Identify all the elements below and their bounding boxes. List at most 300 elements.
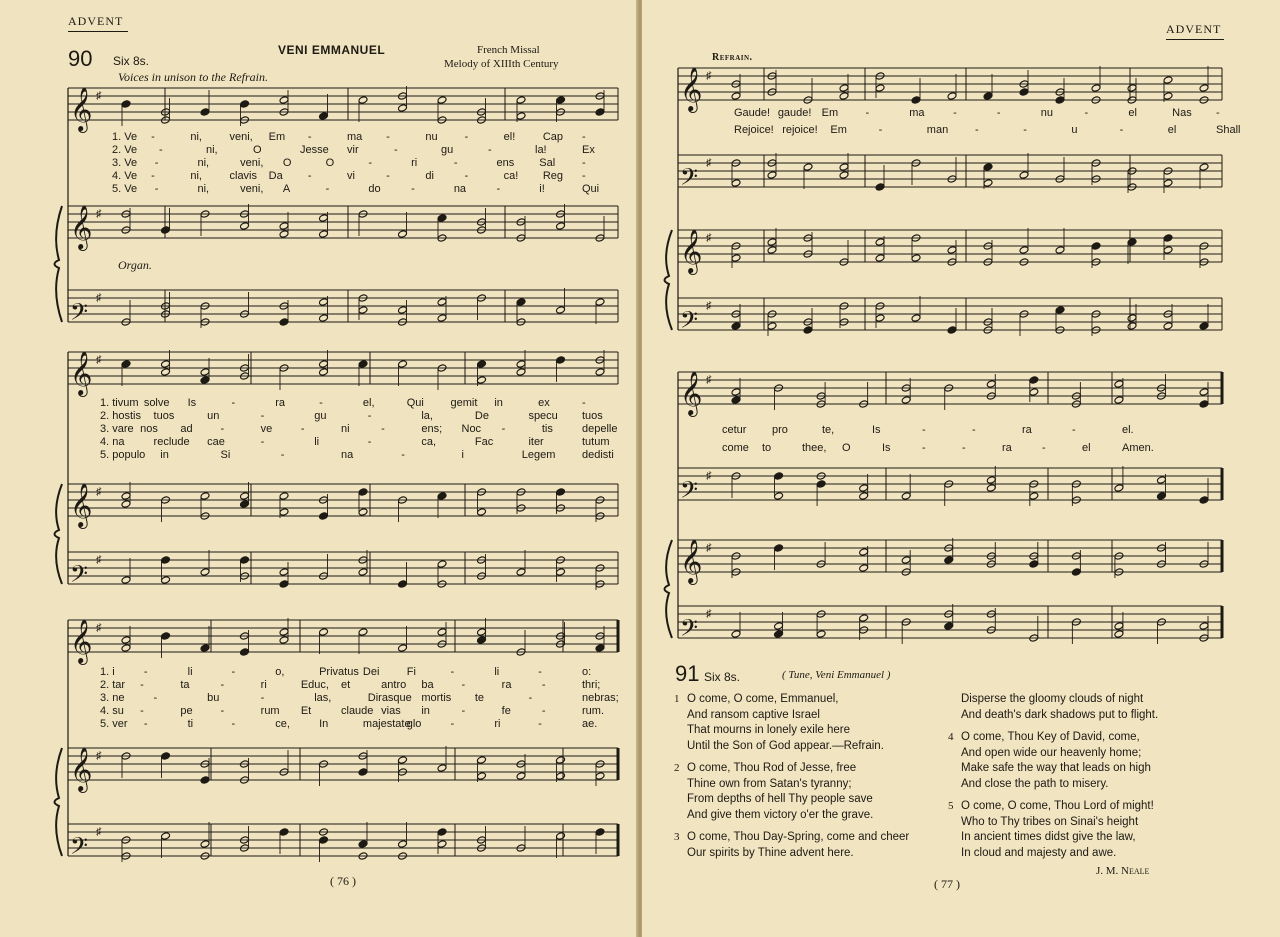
lyric-syllable: ni, [197, 183, 210, 195]
lyric-syllable: - [996, 107, 1001, 119]
note-head [516, 772, 526, 780]
lyric-syllable: - [220, 705, 225, 717]
staff [68, 352, 618, 384]
note-head [279, 230, 289, 238]
lyric-syllable: - [461, 705, 466, 717]
note-head [1019, 88, 1029, 96]
stanza [674, 761, 974, 823]
lyric-syllable: - [143, 666, 148, 678]
note-head [1199, 388, 1209, 396]
note-head [944, 622, 954, 630]
lyric-line [112, 157, 612, 170]
lyric-syllable: vi [347, 170, 355, 182]
lyric-syllable: - [151, 131, 155, 143]
lyric-syllable: - [450, 666, 455, 678]
lyric-syllable: ri [411, 157, 418, 169]
lyric-syllable: - [367, 436, 372, 448]
lyric-syllable: 4. Ve [112, 170, 138, 182]
stanza [948, 692, 1248, 723]
note-head [947, 92, 957, 100]
note-head [516, 112, 526, 120]
note-head [358, 628, 368, 636]
clef-icon: 𝄞 [680, 539, 703, 583]
staff [68, 484, 618, 516]
lyric-syllable: Is [187, 397, 197, 409]
note-head [319, 214, 329, 222]
note-head [477, 628, 487, 636]
lyric-syllable: vias [381, 705, 401, 717]
lyric-syllable: - [1119, 124, 1124, 136]
lyric-syllable: li [494, 666, 500, 678]
lyric-syllable: - [381, 423, 385, 435]
lyric-syllable: o, [275, 666, 285, 678]
note-head [477, 360, 487, 368]
note-head [595, 368, 605, 376]
lyric-syllable: ti [187, 718, 194, 730]
lyric-syllable: - [541, 679, 546, 691]
note-head [240, 222, 250, 230]
lyric-syllable: Em [821, 107, 839, 119]
note-head [1199, 400, 1209, 408]
note-head [358, 360, 368, 368]
lyric-line [112, 183, 612, 196]
lyric-syllable: Rejoice! [734, 124, 774, 136]
lyric-syllable: - [1084, 107, 1089, 119]
stanza-line: That mourns in lonely exile here [687, 724, 850, 736]
staff [68, 290, 618, 322]
note-head [1091, 242, 1101, 250]
lyric-syllable: veni, [240, 183, 264, 195]
lyric-syllable: - [488, 144, 492, 156]
lyric-syllable: - [582, 131, 586, 143]
note-head [319, 298, 329, 306]
note-head [1071, 568, 1081, 576]
note-head [767, 238, 777, 246]
lyric-syllable: Fac [474, 436, 494, 448]
note-head [556, 832, 566, 840]
note-head [279, 492, 289, 500]
note-head [875, 183, 885, 191]
key-signature-icon: ♯ [706, 300, 712, 313]
lyric-syllable: O [842, 442, 851, 454]
lyric-syllable: - [450, 718, 455, 730]
note-head [319, 368, 329, 376]
note-head [731, 254, 741, 262]
note-head [161, 576, 171, 584]
lyric-syllable: specu [528, 410, 558, 422]
note-head [437, 560, 447, 568]
lyric-syllable: Ex [582, 144, 595, 156]
lyric-syllable: un [207, 410, 220, 422]
note-head [556, 772, 566, 780]
lyric-syllable: Cap [542, 131, 564, 143]
lyric-syllable: - [922, 442, 926, 454]
clef-icon: 𝄢 [680, 614, 699, 647]
lyric-line [722, 424, 1152, 442]
note-head [319, 628, 329, 636]
note-head [358, 96, 368, 104]
lyric-syllable: pe [180, 705, 193, 717]
note-head [774, 492, 784, 500]
note-head [398, 230, 408, 238]
clef-icon: 𝄞 [70, 747, 93, 791]
note-head [200, 368, 210, 376]
lyric-syllable: Shall [1216, 124, 1241, 136]
running-head-right: ADVENT [1166, 22, 1222, 36]
lyric-line [722, 442, 1152, 460]
note-head [1127, 84, 1137, 92]
lyric-syllable: nebras; [582, 692, 619, 704]
lyric-syllable: nu [425, 131, 438, 143]
note-head [240, 556, 250, 564]
staff [68, 206, 618, 238]
note-head [121, 360, 131, 368]
lyric-syllable: claude [341, 705, 374, 717]
note-head [516, 368, 526, 376]
hymn-number-91: 91 [675, 661, 700, 686]
note-head [556, 756, 566, 764]
refrain-label: Refrain. [712, 52, 753, 63]
lyric-syllable: - [140, 705, 144, 717]
note-head [477, 508, 487, 516]
stanza-line: Our spirits by Thine advent here. [687, 846, 854, 859]
lyric-syllable: - [1023, 124, 1027, 136]
lyric-syllable: ca, [421, 436, 437, 448]
lyric-syllable: - [496, 183, 501, 195]
lyrics-system-2 [100, 397, 618, 462]
note-head [477, 376, 487, 384]
note-head [358, 306, 368, 314]
lyric-syllable: Dei [362, 666, 380, 678]
note-head [240, 648, 250, 656]
lyric-syllable: el [1128, 107, 1137, 119]
lyric-syllable: ra [1002, 442, 1012, 454]
lyric-syllable: ba [421, 679, 434, 691]
stanza-line: And death's dark shadows put to flight. [961, 708, 1159, 721]
note-head [911, 254, 921, 262]
lyric-syllable: vir [347, 144, 359, 156]
note-head [437, 314, 447, 322]
lyric-line [100, 679, 612, 692]
lyric-syllable: - [953, 107, 957, 119]
lyric-syllable: 1. i [100, 666, 115, 678]
note-head [319, 112, 329, 120]
note-head [1029, 376, 1039, 384]
note-head [516, 568, 526, 576]
note-head [839, 163, 849, 171]
note-head [358, 508, 368, 516]
lyric-syllable: te [474, 692, 485, 704]
note-head [279, 628, 289, 636]
note-head [240, 492, 250, 500]
lyric-syllable: - [401, 449, 405, 461]
lyric-syllable: in [421, 705, 430, 717]
note-head [358, 488, 368, 496]
lyric-line [112, 170, 612, 183]
note-head [731, 396, 741, 404]
lyric-syllable: ex [538, 397, 550, 409]
lyric-syllable: thri; [582, 679, 601, 691]
lyric-syllable: ra [1022, 424, 1032, 436]
hymn91-stanzas-right [948, 692, 1248, 868]
note-head [1163, 246, 1173, 254]
note-head [1163, 92, 1173, 100]
note-head [358, 568, 368, 576]
lyric-syllable: las, [314, 692, 332, 704]
note-head [200, 108, 210, 116]
lyric-syllable: Em [830, 124, 847, 136]
lyric-syllable: el. [1122, 424, 1134, 436]
ending-lyrics [722, 424, 1152, 460]
lyric-syllable: ce, [275, 718, 290, 730]
folio-76: ( 76 ) [330, 874, 356, 888]
clef-icon: 𝄢 [70, 298, 89, 331]
note-head [731, 92, 741, 100]
lyric-syllable: - [501, 423, 506, 435]
stanza-line: Make safe the way that leads on high [961, 762, 1151, 774]
lyric-syllable: ma [347, 131, 363, 143]
lyric-line [100, 692, 619, 705]
note-head [595, 298, 605, 306]
lyric-syllable: gaude! [777, 107, 812, 119]
note-head [161, 368, 171, 376]
lyric-syllable: Qui [582, 183, 600, 195]
lyric-syllable: - [411, 183, 415, 195]
staff [68, 824, 618, 856]
lyric-syllable: - [386, 170, 390, 182]
note-head [319, 230, 329, 238]
lyric-syllable: O [253, 144, 262, 156]
stanza-number: 5 [948, 800, 954, 812]
lyric-syllable: come [722, 442, 749, 454]
note-head [1029, 388, 1039, 396]
lyric-syllable: in [494, 397, 503, 409]
clef-icon: 𝄢 [680, 476, 699, 509]
lyric-syllable: fe [501, 705, 511, 717]
note-head [803, 326, 813, 334]
hymn-number-90: 90 [68, 46, 93, 71]
lyric-syllable: Nas [1172, 107, 1192, 119]
note-head [774, 630, 784, 638]
lyric-syllable: Is [882, 442, 891, 454]
lyric-syllable: - [159, 144, 163, 156]
lyric-syllable: solve [143, 397, 170, 409]
lyric-syllable: iter [528, 436, 544, 448]
lyric-syllable: ens; [421, 423, 443, 435]
staff [678, 230, 1222, 262]
lyric-syllable: cae [207, 436, 225, 448]
lyric-syllable: - [464, 131, 469, 143]
lyric-syllable: 3. vare [100, 423, 134, 435]
lyric-syllable: 4. su [100, 705, 124, 717]
lyric-line [100, 705, 612, 718]
note-head [986, 476, 996, 484]
tune-title: VENI EMMANUEL [278, 43, 386, 57]
stanza-line: In ancient times didst give the law, [961, 831, 1136, 843]
lyric-syllable: veni, [240, 157, 264, 169]
lyric-syllable: to [762, 442, 772, 454]
lyric-syllable: - [538, 718, 542, 730]
lyric-syllable: O [282, 157, 292, 169]
note-head [875, 254, 885, 262]
lyric-syllable: ri [260, 679, 267, 691]
note-head [121, 500, 131, 508]
lyric-line [112, 131, 612, 144]
lyrics-system-1 [112, 131, 612, 196]
lyric-syllable: O [325, 157, 335, 169]
lyric-syllable: ca! [503, 170, 519, 182]
note-head [398, 840, 408, 848]
lyric-line [734, 107, 1246, 124]
staff [678, 298, 1222, 330]
note-head [319, 836, 329, 844]
lyric-syllable: li [187, 666, 193, 678]
lyric-syllable: - [280, 449, 285, 461]
note-head [279, 222, 289, 230]
lyric-syllable: - [464, 170, 469, 182]
note-head [1127, 238, 1137, 246]
lyric-syllable: 2. tar [100, 679, 126, 691]
lyric-syllable: - [582, 397, 586, 409]
note-head [556, 222, 566, 230]
lyric-syllable: el! [503, 131, 516, 143]
note-head [437, 828, 447, 836]
staff [68, 620, 618, 652]
note-head [437, 628, 447, 636]
note-head [161, 556, 171, 564]
page-77 [642, 0, 1280, 937]
key-signature-icon: ♯ [96, 354, 102, 367]
stanza-line: O come, Thou Rod of Jesse, free [687, 762, 857, 774]
lyric-syllable: - [154, 183, 159, 195]
note-head [279, 828, 289, 836]
lyric-syllable: cetur [722, 424, 747, 436]
key-signature-icon: ♯ [96, 292, 102, 305]
lyric-syllable: ad [180, 423, 193, 435]
lyric-line [100, 718, 612, 731]
lyric-syllable: - [975, 124, 979, 136]
lyric-syllable: ra [275, 397, 286, 409]
note-head [901, 492, 911, 500]
lyric-syllable: ma [909, 107, 925, 119]
lyric-syllable: 5. Ve [112, 183, 138, 195]
note-head [121, 636, 131, 644]
note-head [767, 322, 777, 330]
hymn91-tune-note: ( Tune, Veni Emmanuel ) [782, 669, 891, 681]
lyric-syllable: - [260, 436, 265, 448]
note-head [731, 630, 741, 638]
note-head [1114, 622, 1124, 630]
note-head [1157, 476, 1167, 484]
lyric-syllable: 4. na [100, 436, 125, 448]
key-signature-icon: ♯ [706, 157, 712, 170]
note-head [774, 622, 784, 630]
lyric-syllable: Si [220, 449, 231, 461]
key-signature-icon: ♯ [96, 622, 102, 635]
lyric-syllable: - [386, 131, 390, 143]
lyric-syllable: Privatus [319, 666, 359, 678]
lyric-syllable: Dirasque [367, 692, 412, 704]
lyric-syllable: nos [140, 423, 158, 435]
note-head [1019, 171, 1029, 179]
clef-icon: 𝄞 [70, 87, 93, 131]
brace-icon [55, 484, 63, 584]
lyric-syllable: 5. populo [100, 449, 146, 461]
lyric-syllable: glo [406, 718, 422, 730]
lyric-syllable: - [367, 410, 372, 422]
lyric-syllable: gemit [450, 397, 478, 409]
note-head [319, 512, 329, 520]
lyric-syllable: - [220, 423, 225, 435]
lyric-syllable: mortis [421, 692, 452, 704]
note-head [767, 171, 777, 179]
note-head [983, 179, 993, 187]
lyric-syllable: 5. ver [100, 718, 128, 730]
lyric-syllable: - [260, 692, 265, 704]
note-head [947, 246, 957, 254]
clef-icon: 𝄞 [70, 483, 93, 527]
lyric-syllable: nu [1040, 107, 1053, 119]
note-head [859, 484, 869, 492]
note-head [358, 768, 368, 776]
lyric-syllable: - [922, 424, 926, 436]
clef-icon: 𝄞 [680, 371, 703, 415]
note-head [595, 108, 605, 116]
stanza-number: 4 [948, 731, 954, 743]
note-head [986, 380, 996, 388]
lyric-syllable: ae. [582, 718, 598, 730]
lyric-syllable: la! [535, 144, 547, 156]
lyric-syllable: Qui [406, 397, 424, 409]
note-head [437, 96, 447, 104]
note-head [911, 314, 921, 322]
clef-icon: 𝄞 [70, 619, 93, 663]
note-head [1114, 396, 1124, 404]
lyric-syllable: Jesse [300, 144, 329, 156]
lyric-syllable: 2. Ve [112, 144, 138, 156]
note-head [839, 171, 849, 179]
lyric-syllable: - [878, 124, 883, 136]
key-signature-icon: ♯ [96, 750, 102, 763]
note-head [595, 644, 605, 652]
note-head [200, 492, 210, 500]
lyric-line [112, 144, 612, 157]
note-head [1199, 322, 1209, 330]
note-head [398, 644, 408, 652]
page-76 [0, 0, 638, 937]
stanza-number: 3 [674, 831, 680, 843]
note-head [437, 764, 447, 772]
lyric-syllable: u [1071, 124, 1078, 136]
lyric-syllable: Gaude! [734, 107, 771, 119]
note-head [859, 564, 869, 572]
stanza-number: 1 [674, 693, 680, 705]
note-head [240, 100, 250, 108]
lyric-syllable: na [453, 183, 467, 195]
note-head [477, 636, 487, 644]
organ-label: Organ. [118, 258, 152, 272]
stanza-line: Until the Son of God appear.—Refrain. [687, 739, 884, 752]
note-head [279, 96, 289, 104]
stanza-line: And give them victory o'er the grave. [687, 808, 874, 821]
source-line-1: French Missal [477, 44, 540, 56]
note-head [816, 630, 826, 638]
brace-icon [55, 748, 63, 856]
lyric-syllable: ve [260, 423, 273, 435]
staff [68, 748, 618, 780]
note-head [859, 492, 869, 500]
note-head [161, 832, 171, 840]
